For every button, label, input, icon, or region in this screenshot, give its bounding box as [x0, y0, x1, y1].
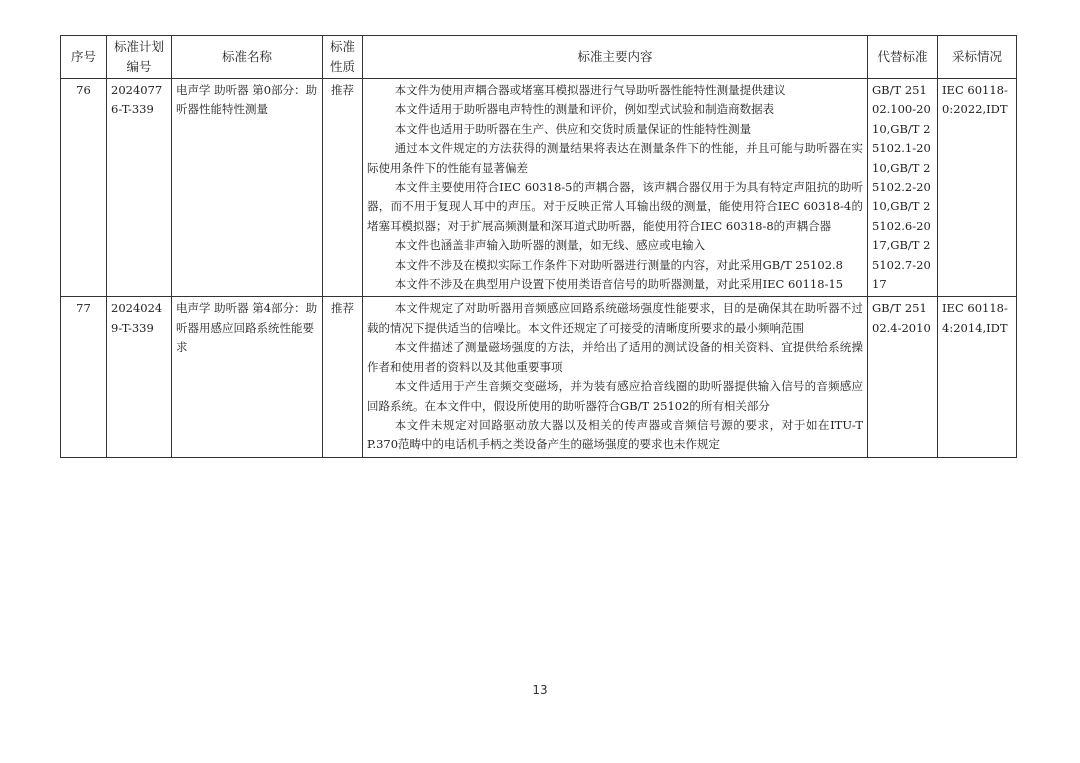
header-plan-number: 标准计划编号 — [107, 36, 172, 79]
header-main-content: 标准主要内容 — [363, 36, 868, 79]
row-nature: 推荐 — [323, 297, 363, 457]
content-paragraph: 本文件也涵盖非声输入助听器的测量，如无线、感应或电输入 — [394, 238, 706, 253]
content-paragraph: 本文件主要使用符合IEC 60318-5的声耦合器，该声耦合器仅用于为具有特定声阻抗的助听器，而不用于复现人耳中的声压。对于反映正常人耳输出级的测量，能使用符合IEC 60318-4的堵塞耳模拟器；对于扩展高频测量和深耳道式助听器，能使用符合IEC 60318-8的声耦合器 — [367, 180, 863, 233]
row-standard-name: 电声学 助听器 第0部分：助听器性能特性测量 — [172, 79, 323, 297]
header-adoption: 采标情况 — [938, 36, 1017, 79]
content-paragraph: 本文件不涉及在模拟实际工作条件下对助听器进行测量的内容，对此采用GB/T 25102.8 — [394, 257, 843, 272]
row-plan-number: 20240776-T-339 — [107, 79, 172, 297]
content-paragraph: 本文件也适用于助听器在生产、供应和交货时质量保证的性能特性测量 — [394, 121, 752, 136]
row-no: 77 — [61, 297, 107, 457]
content-paragraph: 本文件为使用声耦合器或堵塞耳模拟器进行气导助听器性能特性测量提供建议 — [394, 83, 786, 97]
header-replaced-standard: 代替标准 — [868, 36, 938, 79]
content-paragraph: 通过本文件规定的方法获得的测量结果将表达在测量条件下的性能，并且可能与助听器在实际使用条件下的性能有显著偏差 — [367, 141, 863, 175]
row-replaced-standard: GB/T 25102.4-2010 — [868, 297, 938, 457]
row-main-content — [363, 297, 868, 457]
table-row — [61, 79, 1017, 297]
header-no: 序号 — [61, 36, 107, 79]
standards-table — [60, 35, 1017, 458]
table-row — [61, 297, 1017, 457]
row-main-content — [363, 79, 868, 297]
row-adoption: IEC 60118-4:2014,IDT — [938, 297, 1017, 457]
row-nature: 推荐 — [323, 79, 363, 297]
header-row — [61, 36, 1017, 79]
header-standard-name: 标准名称 — [172, 36, 323, 79]
content-paragraph: 本文件适用于产生音频交变磁场，并为装有感应拾音线圈的助听器提供输入信号的音频感应回路系统。在本文件中，假设所使用的助听器符合GB/T 25102的所有相关部分 — [367, 379, 863, 413]
content-paragraph: 本文件适用于助听器电声特性的测量和评价，例如型式试验和制造商数据表 — [394, 102, 775, 117]
content-paragraph: 本文件未规定对回路驱动放大器以及相关的传声器或音频信号源的要求，对于如在ITU-T P.370范畴中的电话机手柄之类设备产生的磁场强度的要求也未作规定 — [367, 417, 863, 452]
row-replaced-standard: GB/T 25102.100-2010,GB/T 25102.1-2010,GB/T 25102.2-2010,GB/T 25102.6-2017,GB/T 25102.7-2017 — [868, 79, 938, 297]
row-no: 76 — [61, 79, 107, 297]
content-paragraph: 本文件规定了对助听器用音频感应回路系统磁场强度性能要求，目的是确保其在助听器不过载的情况下提供适当的信噪比。本文件还规定了可接受的清晰度所要求的最小频响范围 — [367, 301, 863, 335]
header-nature: 标准性质 — [323, 36, 363, 79]
content-paragraph: 本文件不涉及在典型用户设置下使用类语音信号的助听器测量，对此采用IEC 60118-15 — [394, 277, 844, 292]
row-plan-number: 20240249-T-339 — [107, 297, 172, 457]
row-adoption: IEC 60118-0:2022,IDT — [938, 79, 1017, 297]
row-standard-name: 电声学 助听器 第4部分：助听器用感应回路系统性能要求 — [172, 297, 323, 457]
content-paragraph: 本文件描述了测量磁场强度的方法，并给出了适用的测试设备的相关资料、宜提供给系统操作者和使用者的资料以及其他重要事项 — [367, 340, 863, 374]
page-number: 13 — [532, 683, 548, 697]
